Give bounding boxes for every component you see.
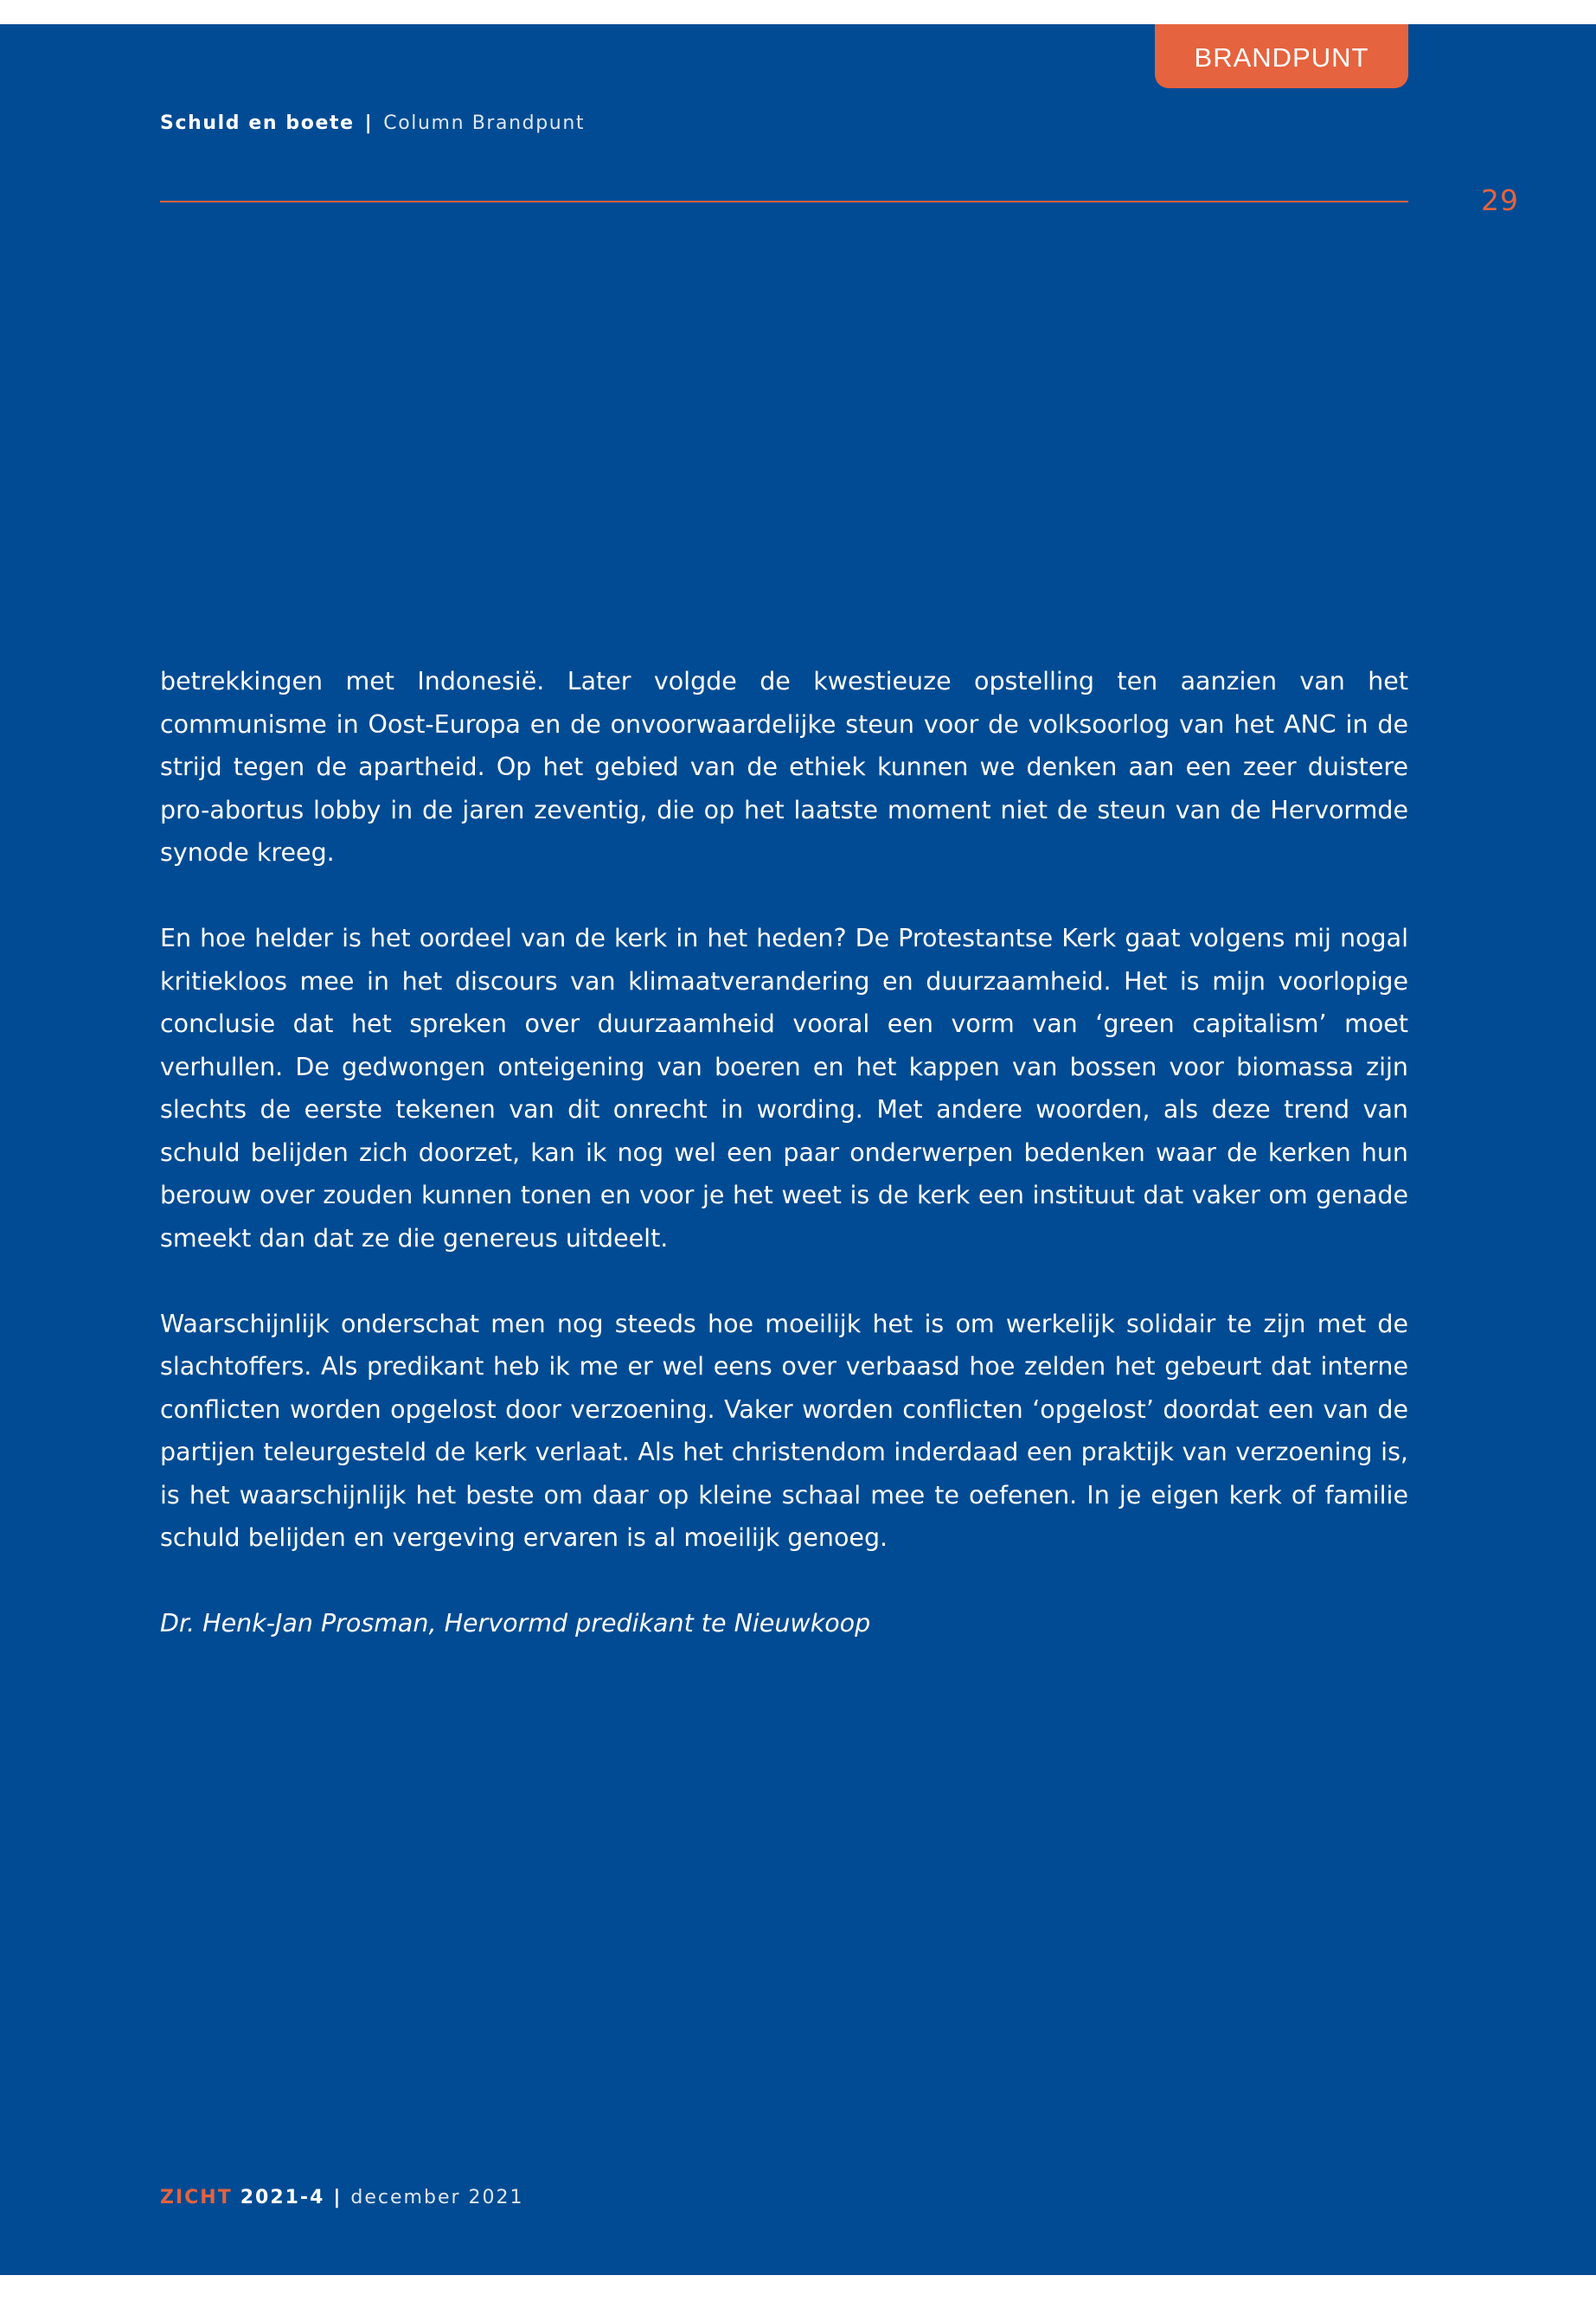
issue-number: 2021-4 bbox=[240, 2187, 325, 2208]
page-number: 29 bbox=[1481, 183, 1519, 217]
magazine-page bbox=[0, 24, 1596, 2275]
magazine-name: ZICHT bbox=[160, 2187, 233, 2208]
body-paragraph: betrekkingen met Indonesië. Later volgde de kwestieuze opstelling ten aanzien van het communisme in Oost-Europa en de onvoorwaardelijke steun voor de volksoorlog van het ANC in de strijd tegen de apartheid. Op het gebied van de ethiek kunnen we denken aan een zeer duistere pro-abortus lobby in de jaren zeventig, die op het laatste moment niet de steun van de Hervormde synode kreeg. bbox=[160, 667, 1408, 867]
header-rule bbox=[160, 201, 1408, 202]
page-footer bbox=[160, 2187, 524, 2208]
author-signature: Dr. Henk-Jan Prosman, Hervormd predikant te Nieuwkoop bbox=[160, 1609, 871, 1638]
body-paragraph: Waarschijnlijk onderschat men nog steeds hoe moeilijk het is om werkelijk solidair te zijn met de slachtoffers. Als predikant heb ik me er wel eens over verbaasd hoe zelden het gebeurt dat interne conflicten worden opgelost door verzoening. Vaker worden conflicten ‘opgelost’ doordat een van de partijen teleurgesteld de kerk verlaat. Als het christendom inderdaad een praktijk van verzoening is, is het waarschijnlijk het beste om daar op kleine schaal mee te oefenen. In je eigen kerk of familie schuld belijden en vergeving ervaren is al moeilijk genoeg. bbox=[160, 1309, 1408, 1552]
article-body bbox=[160, 660, 1408, 1645]
column-label: Column Brandpunt bbox=[383, 112, 586, 134]
section-tab bbox=[1155, 24, 1408, 88]
body-paragraph: En hoe helder is het oordeel van de kerk in het heden? De Protestantse Kerk gaat volgens mij nogal kritiekloos mee in het discours van klimaatverandering en duurzaamheid. Het is mijn voorlopige conclusie dat het spreken over duurzaamheid vooral een vorm van ‘green capitalism’ moet verhullen. De gedwongen onteigening van boeren en het kappen van bossen voor biomassa zijn slechts de eerste tekenen van dit onrecht in wording. Met andere woorden, als deze trend van schuld belijden zich doorzet, kan ik nog wel een paar onderwerpen bedenken waar de kerken hun berouw over zouden kunnen tonen en voor je het weet is de kerk een instituut dat vaker om genade smeekt dan dat ze die genereus uitdeelt. bbox=[160, 924, 1408, 1253]
article-title: Schuld en boete bbox=[160, 112, 355, 134]
section-tab-label: BRANDPUNT bbox=[1194, 42, 1369, 73]
running-head bbox=[160, 112, 585, 134]
running-head-separator: | bbox=[364, 112, 374, 134]
footer-separator: | bbox=[333, 2187, 343, 2208]
issue-date: december 2021 bbox=[350, 2187, 524, 2208]
